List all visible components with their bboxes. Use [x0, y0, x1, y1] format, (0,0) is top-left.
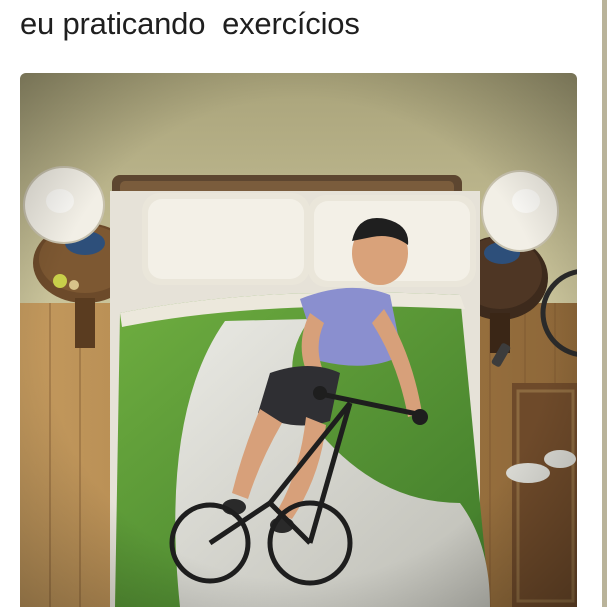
- meme-caption: eu praticando exercícios: [20, 6, 360, 41]
- frame-border: [602, 0, 607, 607]
- meme-photo: [20, 73, 577, 607]
